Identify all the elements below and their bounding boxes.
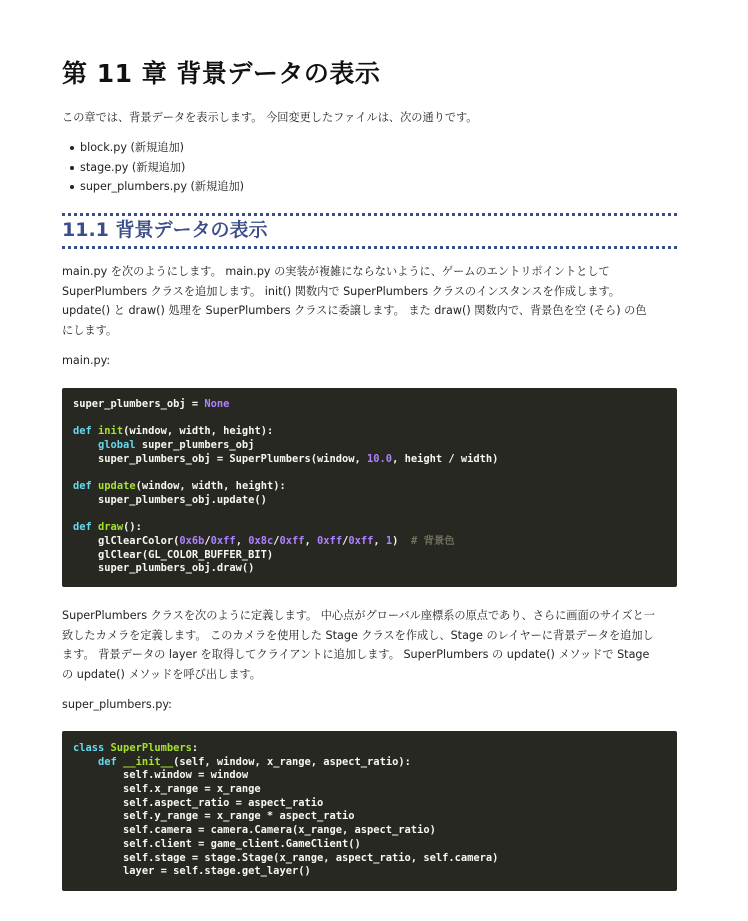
code-line: super_plumbers_obj.draw() — [73, 562, 255, 575]
section-title: 11.1 背景データの表示 — [62, 219, 268, 241]
code-line: glClearColor(0x6b/0xff, 0x8c/0xff, 0xff/0xff, 1) # 背景色 — [73, 534, 455, 547]
paragraph-line: 致したカメラを定義します。 このカメラを使用した Stage クラスを作成し、Stage のレイヤーに背景データを追加し — [62, 628, 654, 642]
paragraph-line: SuperPlumbers クラスを追加します。 init() 関数内で SuperPlumbers クラスのインスタンスを作成します。 — [62, 284, 620, 298]
list-item: super_plumbers.py (新規追加) — [62, 177, 244, 197]
code-line — [73, 412, 666, 426]
code-line: self.stage = stage.Stage(x_range, aspect_ratio, self.camera) — [73, 851, 499, 864]
code-line — [73, 508, 666, 522]
file-label-main: main.py: — [62, 354, 111, 367]
chapter-title: 第 11 章 背景データの表示 — [62, 59, 381, 88]
code-line: super_plumbers_obj = None — [73, 398, 230, 410]
code-line: self.window = window — [73, 769, 249, 782]
paragraph-line: にします。 — [62, 323, 118, 337]
changed-files-list — [62, 138, 244, 197]
section-heading — [62, 213, 677, 249]
code-line: glClear(GL_COLOR_BUFFER_BIT) — [73, 548, 274, 561]
code-line: super_plumbers_obj.update() — [73, 493, 267, 506]
file-label-super-plumbers: super_plumbers.py: — [62, 698, 172, 711]
list-item: stage.py (新規追加) — [62, 158, 244, 178]
code-line — [73, 466, 666, 480]
code-line: super_plumbers_obj = SuperPlumbers(window, 10.0, height / width) — [73, 452, 499, 465]
code-line: def draw(): — [73, 521, 142, 534]
list-item: block.py (新規追加) — [62, 138, 244, 158]
code-block-super-plumbers — [62, 731, 677, 891]
code-line: global super_plumbers_obj — [98, 439, 255, 452]
code-line: def __init__(self, window, x_range, aspect_ratio): — [98, 755, 411, 768]
code-line: def init(window, width, height): — [73, 425, 274, 438]
code-line: self.x_range = x_range — [73, 783, 261, 796]
paragraph-line: ます。 背景データの layer を取得してクライアントに追加します。 SuperPlumbers の update() メソッドで Stage — [62, 648, 650, 661]
code-line: self.client = game_client.GameClient() — [73, 837, 361, 850]
code-line: layer = self.stage.get_layer() — [73, 865, 311, 878]
code-line: class SuperPlumbers: — [73, 742, 199, 754]
paragraph-line: main.py を次のようにします。 main.py の実装が複雑にならないように、ゲームのエントリポイントとして — [62, 265, 610, 278]
paragraph-line: の update() メソッドを呼び出します。 — [62, 667, 261, 681]
code-line: self.camera = camera.Camera(x_range, aspect_ratio) — [73, 824, 436, 837]
paragraph-line: update() と draw() 処理を SuperPlumbers クラスに委譲します。 また draw() 関数内で、背景色を空 (そら) の色 — [62, 304, 647, 317]
intro-paragraph: この章では、背景データを表示します。 今回変更したファイルは、次の通りです。 — [62, 111, 478, 124]
paragraph-line: SuperPlumbers クラスを次のように定義します。 中心点がグローバル座標系の原点であり、さらに画面のサイズと一 — [62, 609, 655, 622]
code-line: def update(window, width, height): — [73, 480, 286, 493]
code-line: self.y_range = x_range * aspect_ratio — [73, 810, 355, 823]
code-block-main — [62, 388, 677, 587]
code-line: self.aspect_ratio = aspect_ratio — [73, 796, 324, 809]
